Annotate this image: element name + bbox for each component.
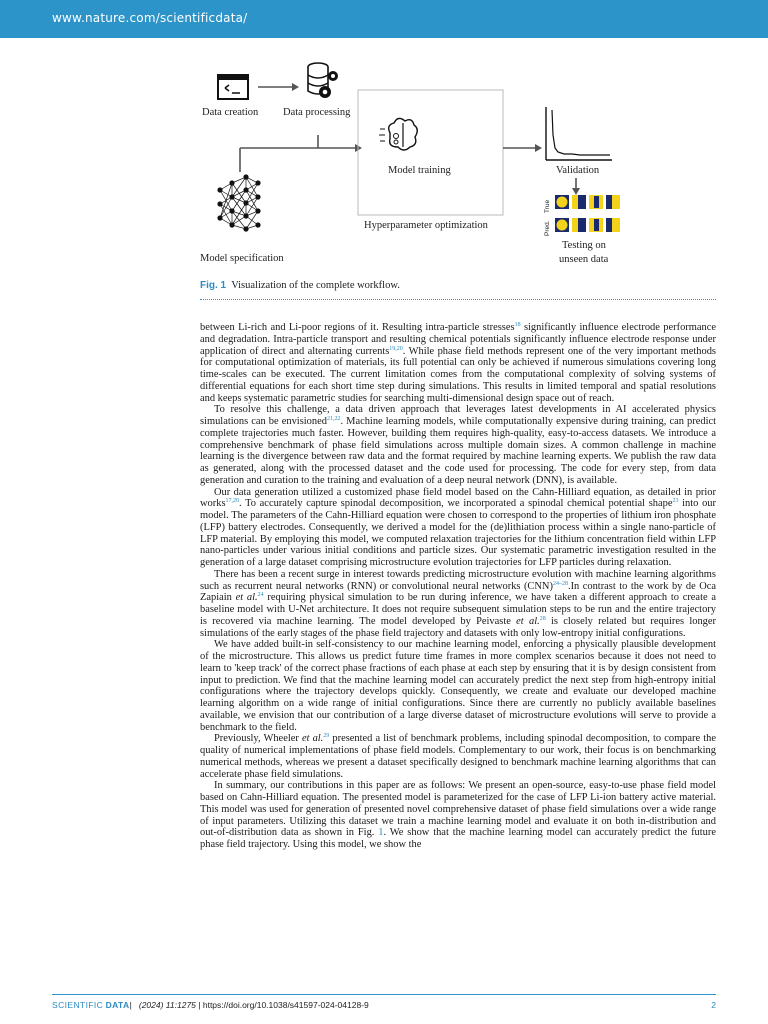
italic-text: et al. (516, 615, 540, 627)
italic-text: et al. (235, 592, 258, 604)
label-model-specification: Model specification (200, 253, 284, 264)
article-body (200, 322, 716, 851)
label-testing-line2: unseen data (559, 254, 609, 265)
paragraph: between Li-rich and Li-poor regions of it. Resulting intra-particle stresses$^{18}$ significantly influence electrode performance and degradation. Intra-particle transport and resulting chemical potentials significantly influence electrode response under application of direct and alternating currents$^{19,20}$. While phase field methods represent one of the very important methods for computational optimization of materials, its full potential can only be achieved if numerous simulations covering long time-scales can be executed. The current limitation comes from the computational complexity of solving systems of differential equations for each short time step during simulations. This results in limited temporal and spatial resolutions and keeps systematic parametric studies for searching multi-dimensional design space out of reach. (200, 322, 716, 404)
figure-link[interactable]: 1 (378, 827, 384, 839)
page-number: 2 (711, 1000, 716, 1010)
arrow-creation-processing (258, 83, 299, 91)
connector-processing-training (240, 135, 362, 172)
figure-number: Fig. 1 (200, 280, 227, 291)
citation-ref[interactable]: 29 (323, 733, 330, 740)
arrow-validation-testing (572, 178, 580, 195)
database-gear-icon (308, 63, 338, 98)
hyperparameter-box (358, 90, 503, 215)
caption-divider (200, 299, 716, 300)
workflow-figure (200, 55, 720, 280)
paragraph: Our data generation utilized a customized phase field model based on the Cahn-Hilliard equation, as detailed in prior works$^{17,20}$. To accurately capture spinodal decomposition, we incorporated a spinodal chemical potential shape$^{23}$ into our model. The parameters of the Cahn-Hilliard equation were chosen to correspond to the properties of lithium iron phosphate (LFP) battery electrodes. Consequently, we derived a model for the (de)lithiation process within a single nano-particle of LFP material. By employing this model, we computed relaxation trajectories for the lithium concentration field within LFP nano-particles under various initial conditions and particle sizes. Our systematic parametric investigation resulted in the generation of a large dataset comprising microstructure evolution trajectories for LFP particles during relaxation. (200, 486, 716, 568)
journal-url[interactable]: www.nature.com/scientificdata/ (52, 11, 248, 25)
citation-ref[interactable]: 23 (672, 498, 679, 505)
loss-plot-icon (546, 107, 612, 160)
footer-separator: | (129, 1000, 132, 1010)
citation-ref[interactable]: 21,22 (326, 416, 341, 422)
page-footer (52, 1000, 716, 1010)
journal-brand-scientific: SCIENTIFIC (52, 1000, 104, 1010)
figure-caption-text: Visualization of the complete workflow. (231, 280, 400, 291)
paragraph: We have added built-in self-consistency to our machine learning model, enforcing a physically plausible development of the microstructure. This allows us predict future time frames in more complex scenarios because it does not need to learn to 'keep track' of the correct phase fractions of each phase at each step by ensuring that it is by design consistent from input to prediction. We find that the machine learning model can accurately predict the next step from high-entropy initial configurations where the trajectory develops quickly. Consequently, we create and evaluate our developed machine learning algorithm on a wide range of initial configurations. Since there are currently no publicly available baselines available, we envision that our contribution of a large diverse dataset of microstructure evolutions will serve to provide a benchmark to the field. (200, 639, 716, 733)
arrow-training-validation (503, 144, 542, 152)
label-testing-line1: Testing on (562, 240, 606, 251)
label-data-creation: Data creation (202, 107, 259, 118)
label-hyperparameter-optimization: Hyperparameter optimization (364, 220, 488, 231)
label-data-processing: Data processing (283, 107, 351, 118)
journal-brand-data: DATA (105, 1000, 130, 1010)
footer-citation: (2024) 11:1275 (138, 1000, 196, 1010)
neural-network-icon (217, 174, 260, 231)
label-validation: Validation (556, 165, 600, 176)
footer-doi[interactable]: | https://doi.org/10.1038/s41597-024-04128-9 (198, 1000, 369, 1010)
testing-grid-pred (555, 218, 620, 232)
workflow-diagram (200, 55, 720, 280)
brain-icon (379, 118, 417, 150)
label-true: True (544, 199, 551, 213)
paragraph: There has been a recent surge in interest towards predicting microstructure evolution with machine learning algorithms such as recurrent neural networks (RNN) or convolutional neural networks (CNN)$^{24-28}$.In contrast to the work by de Oca Zapiain et al.$^{24}$ requiring physical simulation to be run during inference, we have taken a different approach to create a baseline model with U-Net architecture. It does not require subsequent simulation steps to be run and the entire trajectory is recovered via machine learning. The model developed by Peivaste et al.$^{28}$ is closely related but requires longer simulations of the early stages of the phase field trajectory and datasets with only low-entropy initial configurations. (200, 568, 716, 639)
citation-ref[interactable]: 24–28 (552, 580, 568, 587)
citation-ref[interactable]: 28 (539, 615, 546, 622)
citation-ref[interactable]: 24 (257, 592, 264, 599)
label-model-training: Model training (388, 165, 451, 176)
header-banner (0, 0, 768, 38)
citation-ref[interactable]: 19,20 (389, 345, 403, 352)
label-pred: Pred. (544, 220, 551, 236)
citation-ref[interactable]: 17,20 (225, 498, 240, 505)
italic-text: et al. (301, 733, 324, 745)
paragraph: Previously, Wheeler et al.$^{29}$ presented a list of benchmark problems, including spinodal decomposition, to compare the quality of numerical implementations of phase field models. Complementary to our work, their focus is on benchmarking numerical methods, whereas we present a dataset specifically designed to benchmark machine learning algorithms that can accelerate phase field simulations. (200, 733, 716, 780)
figure-caption (200, 280, 720, 291)
paragraph: In summary, our contributions in this paper are as follows: We present an open-source, easy-to-use phase field model based on Cahn-Hilliard equation. The presented model is parameterized for the case of LFP Li-ion battery active material. This model was used for generation of presented novel comprehensive dataset of phase field simulations over a wide range of input parameters. Utilizing this dataset we train a machine learning model and evaluate it on both in-distribution and out-of-distribution data as shown in Fig. 1. We show that the machine learning model can accurately predict the future phase field trajectory. Using this model, we show the (200, 780, 716, 850)
footer-divider (52, 994, 716, 995)
testing-grid-true (555, 195, 620, 209)
paragraph: To resolve this challenge, a data driven approach that leverages latest developments in AI accelerated physics simulations can be envisioned$^{21,22}$. Machine learning models, while computationally expensive during training, can predict complete trajectories much faster. However, building them requires high-quality, easy-to-access datasets. We introduce a comprehensive benchmark of phase field simulations across multiple domain sizes. A common challenge in machine learning is the divergence between raw data and the format required by machine learning experts. We publish the raw data as generated, along with the processed dataset and the code used for processing. The code for every step, from data generation and curation to the training and evaluation of a deep neural network (DNN), is available. (200, 404, 717, 486)
citation-ref[interactable]: 18 (514, 322, 521, 328)
terminal-icon (218, 75, 248, 99)
